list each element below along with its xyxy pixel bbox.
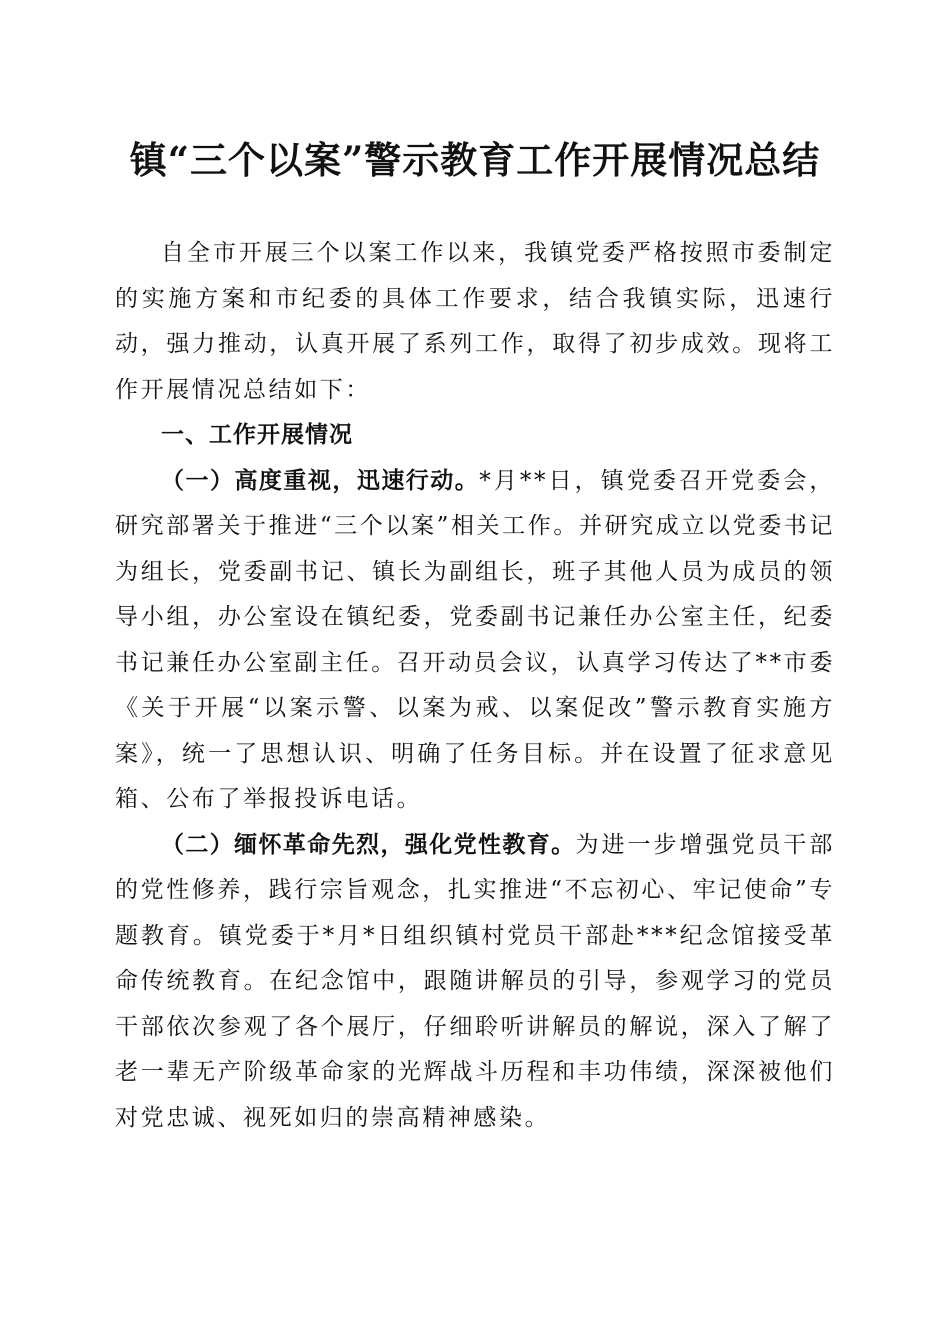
item-2-text: 为进一步增强党员干部的党性修养，践行宗旨观念，扎实推进“不忘初心、牢记使命”专题教育。镇党委于*月*日组织镇村党员干部赴***纪念馆接受革命传统教育。在纪念馆中，跟随讲解员的引导，参观学习的党员干部依次参观了各个展厅，仔细聆听讲解员的解说，深入了解了老一辈无产阶级革命家的光辉战斗历程和丰功伟绩，深深被他们对党忠诚、视死如归的崇高精神感染。	[115, 831, 836, 1131]
intro-paragraph: 自全市开展三个以案工作以来，我镇党委严格按照市委制定的实施方案和市纪委的具体工作要求，结合我镇实际，迅速行动，强力推动，认真开展了系列工作，取得了初步成效。现将工作开展情况总结如下：	[115, 240, 835, 403]
item-paragraph-2	[115, 823, 835, 1142]
item-1-lead: （一）高度重视，迅速行动。	[161, 467, 480, 494]
section-heading: 一、工作开展情况	[161, 422, 353, 448]
document-title: 镇“三个以案”警示教育工作开展情况总结	[129, 138, 821, 182]
item-paragraph-1	[115, 459, 835, 823]
document-body	[115, 231, 835, 1141]
item-2-lead: （二）缅怀革命先烈，强化党性教育。	[161, 831, 576, 858]
item-1-text: *月**日，镇党委召开党委会，研究部署关于推进“三个以案”相关工作。并研究成立以党委书记为组长，党委副书记、镇长为副组长，班子其他人员为成员的领导小组，办公室设在镇纪委，党委副书记兼任办公室主任，纪委书记兼任办公室副主任。召开动员会议，认真学习传达了**市委《关于开展“以案示警、以案为戒、以案促改”警示教育实施方案》，统一了思想认识、明确了任务目标。并在设置了征求意见箱、公布了举报投诉电话。	[115, 467, 835, 812]
